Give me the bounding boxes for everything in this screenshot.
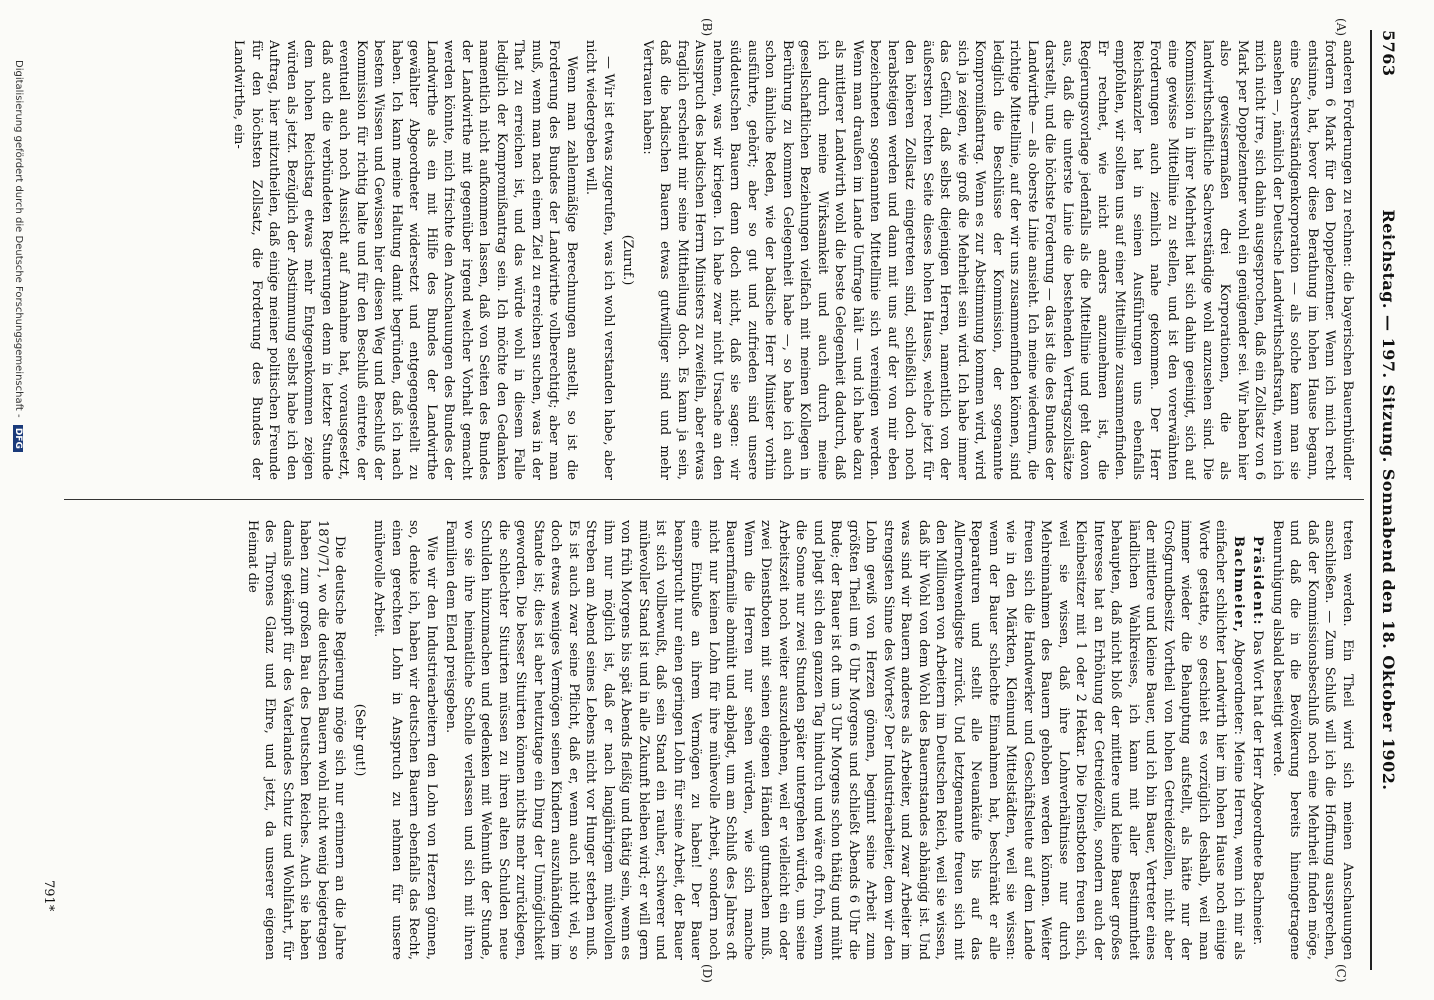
page-number: 5763 [1379, 30, 1398, 77]
digitization-footer [13, 60, 24, 452]
footer-credit: Digitalisierung gefördert durch die Deutsche Forschungsgemeinschaft - [13, 60, 24, 418]
column-divider [64, 499, 1364, 500]
right-paragraph-4: Die deutsche Regierung möge sich nur erinnern an die Jahre 1870/71, wo die deutschen Bauern wohl nicht wenig beigetragen haben zum großen Bau des Deutschen Reiches. Auch sie haben damals gekämpft für des Vaterlandes Schutz und Wohlfahrt, für des Thrones Glanz und Ehre, und jetzt, da unserer eigenen Heimat die [245, 520, 348, 960]
president-label: Präsident: [1250, 536, 1266, 626]
right-interjection: (Sehr gut!) [352, 703, 367, 777]
left-interjection: (Zuruf.) [620, 234, 636, 286]
left-paragraph-1: anderen Forderungen zu rechnen: die bayerischen Bauernbündler fordern 6 Mark für den Doppelzentner. Wenn ich mich recht entsinne, hat, bevor diese Berathung im hohen Hause begann, eine Sachverständigenkorporation — als solche kann man sie ansehen —, nämlich der Deutsche Landwirthschaftsrath, wenn ich mich nicht irre, sich dahin ausgesprochen, daß ein Zollsatz von 6 Mark per Doppelzentner wohl ein genügender sei. Wir haben hier also gewissermaßen drei Korporationen, die als landwirthschaftliche Sachverständige wohl anzusehen sind. Die Kommission in ihrer Mehrheit hat sich dahin geeinigt, sich auf eine gewisse Mittellinie zu stellen, und ist den vorerwähnten Forderungen auch ziemlich nahe gekommen. Der Herr Reichskanzler hat in seinen Ausführungen uns ebenfalls empfohlen, wir sollten uns auf einer Mittellinie zusammenfinden. Er rechnet, wie nicht anders anzunehmen ist, die Regierungsvorlage jedenfalls als die Mittellinie und geht davon aus, daß die unterste Linie die bestehenden Vertragszollsätze darstellt, und die höchste Forderung — das ist die des Bundes der Landwirthe — als oberste Linie ansieht. Ich meine wiederum, die richtige Mittellinie, auf der wir uns zusammenfinden können, sind lediglich die Beschlüsse der Kommission, der sogenannte Kompromißantrag. Wenn es zur Abstimmung kommen wird, wird sich ja zeigen, wie groß die Mehrheit sein wird. Ich habe immer das Gefühl, daß selbst diejenigen Herren, namentlich von der äußersten rechten Seite dieses hohen Hauses, welche jetzt für den höheren Zollsatz eingetreten sind, schließlich doch noch herabsteigen werden und dann mit uns auf der von mir eben bezeichneten sogenannten Mittellinie sich vereinigen werden. Wenn man draußen im Lande Umfrage hält — und ich habe dazu als mittlerer Landwirth wohl die beste Gelegenheit dadurch, daß ich durch meine Wirksamkeit und auch durch meine gesellschaftlichen Beziehungen vielfach mit meinen Kollegen in Berührung zu kommen Gelegenheit habe —, so habe ich auch schon ähnliche Reden, wie der badische Herr Minister vorhin ausführte, gehört; aber so gut und zufrieden sind unsere süddeutschen Bauern denn doch nicht, daß sie sagen: wir nehmen, was wir kriegen. Ich habe zwar nicht Ursache an den Ausspruch des badischen Herrn Ministers zu zweifeln, aber etwas fraglich erscheint mir seine Mittheilung doch. Es kann ja sein, daß die badischen Bauern etwas gutwilliger sind und mehr Vertrauen haben: [640, 40, 1355, 480]
page-header-title: Reichstag. — 197. Sitzung. Sonnabend den 18. Oktober 1902. [1379, 209, 1398, 791]
right-text-column [66, 520, 1356, 960]
page-header [1370, 30, 1402, 970]
speaker-label: Bachmeier, [1231, 536, 1246, 634]
left-paragraph-2: — Wir ist etwas zugerufen, was ich wohl verstanden habe, aber nicht wiedergeben will. [583, 40, 616, 480]
speaker-statement [442, 520, 1247, 960]
right-paragraph-1: treten werden. Ein Theil wird sich meinen Anschauungen anschließen. — Zum Schluß will ich die Hoffnung aussprechen, daß der Kommissionsbeschluß noch eine Mehrheit finden möge, und daß die in die Bevölkerung bereits hineingetragene Beunruhigung alsbald beseitigt werde. [1270, 520, 1355, 960]
sheet-signature: 791* [41, 880, 56, 912]
left-text-column [66, 40, 1356, 480]
margin-mark-c: (C) [1334, 964, 1348, 983]
left-paragraph-3: Wenn man zahlenmäßige Berechnungen anstellt, so ist die Forderung des Bundes der Landwirthe vollberechtigt; aber man muß, wenn man nach einem Ziel zu erreichen suchen, was in der That zu erreichen ist, und das würde wohl in diesem Falle lediglich der Kompromißantrag sein. Ich möchte den Gedanken namentlich nicht aufkommen lassen, daß von Seiten des Bundes der Landwirthe mit gegenüber irgend welcher Vorhalt gemacht werden könnte, mich frischte den Anschauungen des Bundes der Landwirthe als ein mit Hilfe des Bundes der Landwirthe gewählter Abgeordneter widersetzt und entgegengestellt zu haben. Ich kann meine Haltung damit begründen, daß ich nach bestem Wissen und Gewissen hier diesen Weg und Beschluß der Kommission für richtig halte und für den Beschluß eintrete, der eventuell auch noch Aussicht auf Annahme hat, vorausgesetzt, daß auch die verbündeten Regierungen denn in letzter Stunde dem hohen Reichstag etwas mehr Entgegenkommen zeigen würden als jetzt. Bezüglich der Abstimmung selbst habe ich den Auftrag, hier mitzutheilen, daß einige meiner politischen Freunde für den höchsten Zollsatz, die Forderung des Bundes der Landwirthe, ein- [231, 40, 579, 480]
president-statement [1249, 520, 1267, 960]
president-text: Das Wort hat der Herr Abgeordnete Bachmeier. [1250, 630, 1266, 946]
right-paragraph-3: Wie wir den Industriearbeitern den Lohn von Herzen gönnen, so, denke ich, haben wir deutschen Bauern ebenfalls das Recht, einen gerechten Lohn in Anspruch zu nehmen für unsere mühevolle Arbeit. [371, 520, 439, 960]
margin-mark-d: (D) [700, 964, 714, 983]
margin-mark-b: (B) [700, 18, 714, 37]
dfg-logo: DFG [13, 425, 23, 452]
speaker-text: Abgeordneter: Meine Herren, wenn ich mir als einfacher schlichter Landwirth hier im hohen Hause noch einige Worte gestatte, so geschieht es vorzüglich deshalb, weil man immer wieder die Behauptung aufstellt, als hätte nur der Großgrundbesitz Vortheil von hohen Getreidezöllen, nicht aber der mittlere und kleine Bauer, und ich bin Bauer, Vertreter eines ländlichen Wahlkreises, ich kann mit aller Bestimmtheit behaupten, daß nicht bloß der mittlere und kleine Bauer großes Interesse hat an Erhöhung der Getreidezölle, sondern auch der Kleinbesitzer mit 1 oder 2 Hektar. Die Dienstboten freuen sich, weil sie wissen, daß ihre Lohnverhältnisse nur durch Mehreinnahmen des Bauern gehoben werden können. Weiter freuen sich die Handwerker und Geschäftsleute auf dem Lande wie in den Märkten, Kleinund Mittelstädten, weil sie wissen: wenn der Bauer schlechte Einnahmen hat, beschränkt er alle Reparaturen und stellt alle Neuankäufe bis auf das Allernothwendigste zurück. Und letztgenannte freuen sich mit den Millionen von Arbeitern im Deutschen Reich, weil sie wissen, daß ihr Wohl von dem Wohl des Bauernstandes abhängig ist. Und was sind wir Bauern anderes als Arbeiter, und zwar Arbeiter im strengsten Sinne des Wortes? Der Industriearbeiter, dem wir den Lohn gewiß von Herzen gönnen, beginnt seine Arbeit zum größten Theil um 6 Uhr Morgens und schließt Abends 6 Uhr die Bude; der Bauer ist oft um 3 Uhr Morgens schon thätig und müht und plagt sich den ganzen Tag hindurch und wäre oft froh, wenn die Sonne nur zwei Stunden später untergehen würde, um seine Arbeitszeit noch weiter auszudehnen, weil er vielleicht ein oder zwei Dienstboten mit seinen eigenen Händen gutmachen muß. Wenn die Herren nur sehen würden, wie sich manche Bauernfamilie abmüht und abplagt, um am Schluß des Jahres oft nicht nur keinen Lohn für ihre mühevolle Arbeit, sondern noch eine Einbuße an ihrem Vermögen zu haben! Der Bauer beansprucht nur einen geringen Lohn für seine Arbeit, der Bauer ist sich vollbewußt, daß sein Stand ein rauher, schwerer und mühevoller Stand ist und in alle Zukunft bleiben wird; er will gern von früh Morgens bis spät Abends fleißig und thätig sein, wenn es ihm nur möglich ist, daß er nach langjährigem mühevollen Streben am Abend seines Lebens nicht vor Hunger sterben muß. Es ist auch zwar seine Pflicht, daß er, wenn auch nicht viel, so doch etwas weniges Vermögen seinen Kindern auszuhändigen im Stande ist; dies ist aber heutzutage ein Ding der Unmöglichkeit geworden. Die besser Situirten können nichts mehr zurücklegen, die schlechter Situirten müssen zu ihren alten Schulden neue Schulden hinzumachen und gedenken mit Wehmuth der Stunde, wo sie ihre heimatliche Scholle verlassen und sich mit ihren Familien dem Elend preisgeben. [443, 520, 1246, 960]
margin-mark-a: (A) [1334, 18, 1348, 37]
